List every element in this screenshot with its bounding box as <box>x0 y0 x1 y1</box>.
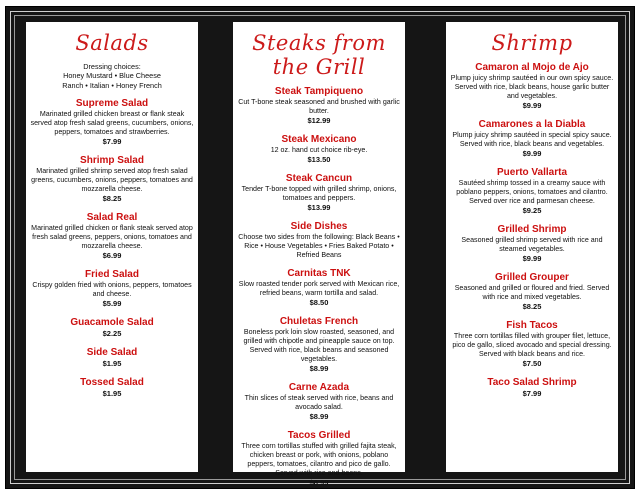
section-title: Shrimp <box>491 31 573 55</box>
menu-item-name: Carne Azada <box>288 382 350 393</box>
menu-item-price: $12.99 <box>307 116 331 125</box>
menu-item-name: Fried Salad <box>85 268 139 280</box>
menu-item-price: $8.99 <box>309 478 329 487</box>
menu-item-description: Boneless pork loin slow roasted, seasoned, and grilled with chipotle and pineapple sauce on top. Served with rice, black beans and seasoned vegetables. <box>243 328 395 363</box>
menu-item-price: $7.50 <box>522 359 542 368</box>
dressing-choices <box>30 62 194 90</box>
menu-item-description: Three corn tortillas stuffed with grilled fajita steak, chicken breast or pork, with onions, poblano peppers, tomatoes, cilantro and pico de gallo. Served with rice and beans. <box>241 442 397 477</box>
menu-item <box>450 119 614 159</box>
menu-item-description: Marinated grilled shrimp served atop fresh salad greens, cucumbers, onions, peppers, tomatoes and mozzarella cheese. <box>31 166 193 193</box>
menu-item-name: Steak Tampiqueno <box>274 86 364 97</box>
menu-item-name: Grilled Grouper <box>495 272 569 283</box>
menu-item <box>237 382 401 422</box>
menu-item-price: $9.99 <box>522 101 542 110</box>
menu-item-price: $8.25 <box>522 302 542 311</box>
menu-item-description: Choose two sides from the following: Black Beans • Rice • House Vegetables • Fries Baked Potato • Refried Beans <box>238 233 400 259</box>
menu-item <box>237 134 401 165</box>
menu-item-price: $9.25 <box>522 206 542 215</box>
menu-item <box>237 86 401 126</box>
menu-item-name: Steak Cancun <box>285 173 353 184</box>
menu-item <box>30 347 194 369</box>
menu-item <box>450 224 614 264</box>
menu-item-price: $9.99 <box>522 149 542 158</box>
menu-item-description: Thin slices of steak served with rice, beans and avocado salad. <box>244 394 394 411</box>
dressing-line: Honey Mustard • Blue Cheese <box>63 71 161 81</box>
section-title: Steaks from the Grill <box>252 31 386 79</box>
menu-item-price: $8.25 <box>102 193 122 203</box>
menu-item <box>30 98 194 147</box>
menu-item <box>30 317 194 339</box>
menu-item <box>30 155 194 204</box>
menu-item-price: $6.99 <box>102 250 122 260</box>
menu-item-description: Plump juicy shrimp sautéed in special spicy sauce. Served with rice, black beans and vegetables. <box>452 131 612 148</box>
menu-item <box>450 377 614 399</box>
menu-item-description: Marinated grilled chicken breast or flank steak served atop fresh salad greens, cucumbers, onions, peppers, tomatoes and strawberries. <box>30 109 194 136</box>
menu-item-description: Seasoned and grilled or floured and fried. Served with rice and mixed vegetables. <box>454 284 610 301</box>
dressing-line: Dressing choices: <box>83 62 141 71</box>
menu-item <box>30 212 194 261</box>
menu-item-name: Puerto Vallarta <box>496 167 568 178</box>
menu-item-name: Tossed Salad <box>80 376 144 388</box>
dressing-line: Ranch • Italian • Honey French <box>62 80 162 90</box>
menu-item-name: Supreme Salad <box>75 97 149 109</box>
menu-item-price: $7.99 <box>102 136 122 146</box>
section-title: Salads <box>75 31 149 55</box>
menu-item-price: $13.99 <box>307 203 331 212</box>
menu-item-name: Camaron al Mojo de Ajo <box>475 62 589 73</box>
menu-item <box>30 269 194 309</box>
menu-item-description: Sautéed shrimp tossed in a creamy sauce with poblano peppers, onions, tomatoes and cilantro. Served over rice and parmesan cheese. <box>456 179 608 205</box>
menu-item <box>237 316 401 374</box>
menu-item <box>450 62 614 111</box>
menu-item <box>237 430 401 488</box>
menu-item-price: $8.99 <box>309 412 329 421</box>
menu-item-name: Camarones a la Diabla <box>478 119 586 130</box>
menu-item <box>30 377 194 399</box>
menu-item-description: Plump juicy shrimp sautéed in our own spicy sauce. Served with rice, black beans, house garlic butter and vegetables. <box>450 74 614 100</box>
menu-item-name: Fish Tacos <box>506 320 558 331</box>
menu-item <box>450 272 614 312</box>
menu-item-price: $1.95 <box>102 358 122 368</box>
menu-item-name: Taco Salad Shrimp <box>487 377 577 388</box>
menu-item-description: 12 oz. hand cut choice rib-eye. <box>270 146 368 154</box>
menu-item-price: $7.99 <box>522 389 542 398</box>
menu-item <box>237 173 401 213</box>
menu-item-description: Crispy golden fried with onions, peppers, tomatoes and cheese. <box>32 280 192 298</box>
menu-item-name: Chuletas French <box>279 316 359 327</box>
menu-item-name: Side Salad <box>86 346 138 358</box>
menu-item-name: Carnitas TNK <box>287 268 351 279</box>
menu-item-description: Tender T-bone topped with grilled shrimp, onions, tomatoes and peppers. <box>241 185 397 202</box>
menu-item-description: Slow roasted tender pork served with Mexican rice, refried beans, warm tortilla and salad. <box>238 280 400 297</box>
menu-item-price: $8.99 <box>309 364 329 373</box>
menu-item <box>237 221 401 260</box>
menu-item-description: Cut T-bone steak seasoned and brushed with garlic butter. <box>238 98 400 115</box>
menu-item <box>237 268 401 308</box>
menu-item-description: Seasoned grilled shrimp served with rice and steamed vegetables. <box>461 236 603 253</box>
menu-item-name: Side Dishes <box>290 221 348 232</box>
steaks-column <box>233 22 405 487</box>
shrimp-column <box>446 22 618 472</box>
menu-item-price: $2.25 <box>102 328 122 338</box>
menu-item <box>450 320 614 369</box>
menu-item-name: Grilled Shrimp <box>497 224 567 235</box>
menu-item-name: Tacos Grilled <box>287 430 351 441</box>
menu-item-name: Guacamole Salad <box>70 316 154 328</box>
menu-item-price: $9.99 <box>522 254 542 263</box>
menu-item-price: $5.99 <box>102 298 122 308</box>
menu-item <box>450 167 614 216</box>
salads-column <box>26 22 198 472</box>
menu-item-price: $13.50 <box>307 155 331 164</box>
menu-item-description: Three corn tortillas filled with grouper filet, lettuce, pico de gallo, sliced avocado and special dressing. Served with black beans and rice. <box>452 332 612 358</box>
menu-item-description: Marinated grilled chicken or flank steak served atop fresh salad greens, peppers, onions, tomatoes and mozzarella cheese. <box>31 223 193 250</box>
menu-item-price: $1.95 <box>102 388 122 398</box>
menu-item-price: $8.50 <box>309 298 329 307</box>
menu-item-name: Salad Real <box>86 211 138 223</box>
menu-item-name: Steak Mexicano <box>281 134 357 145</box>
menu-item-name: Shrimp Salad <box>80 154 144 166</box>
